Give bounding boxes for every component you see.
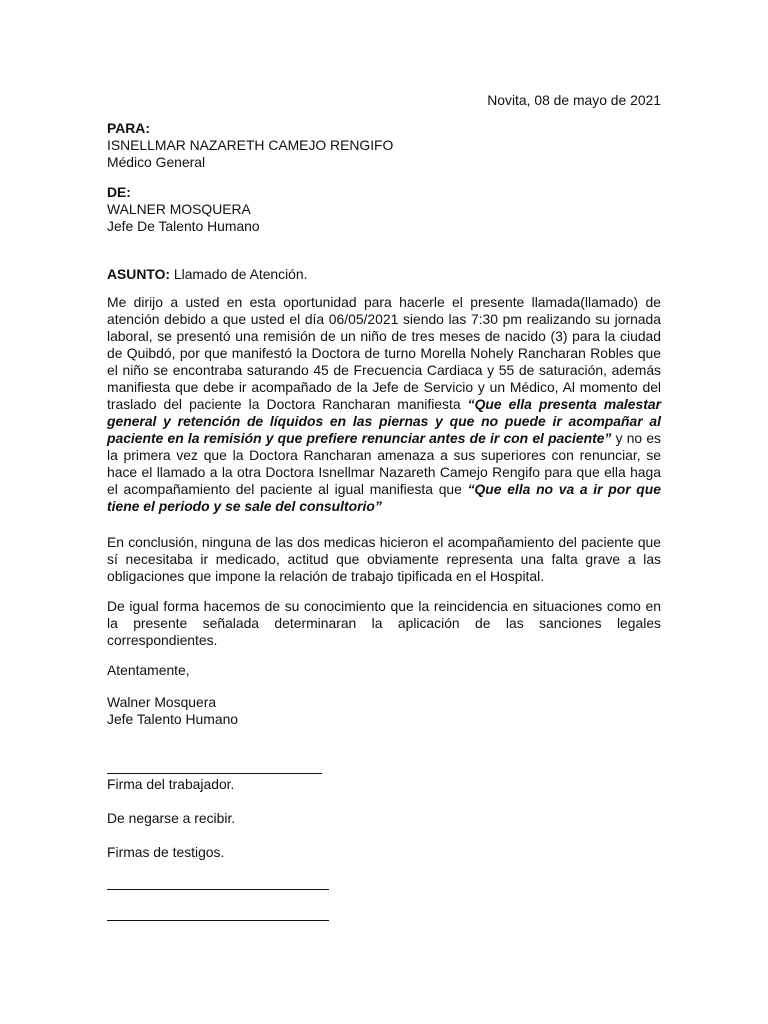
recipient-name: ISNELLMAR NAZARETH CAMEJO RENGIFO (107, 137, 394, 153)
recipient-block (107, 120, 661, 171)
recipient-role: Médico General (107, 154, 206, 170)
body-paragraph-2 (107, 534, 661, 585)
worker-signature-label: Firma del trabajador. (107, 776, 235, 792)
worker-signature-line (107, 773, 322, 774)
body-paragraph-3 (107, 598, 661, 649)
subject-text: Llamado de Atención. (170, 266, 308, 282)
letter-date: Novita, 08 de mayo de 2021 (487, 92, 661, 108)
de-label: DE: (107, 184, 131, 200)
closing-role: Jefe Talento Humano (107, 711, 239, 727)
sender-block (107, 184, 661, 235)
sender-name: WALNER MOSQUERA (107, 201, 251, 217)
closing-signature (107, 694, 661, 728)
subject-line (107, 266, 661, 283)
body-p1-quote-2: “Que ella no va a ir por que tiene el periodo y se sale del consultorio” (107, 481, 661, 514)
subject-label: ASUNTO: (107, 266, 171, 282)
body-p1-text-b: y no es la primera vez que la Doctora Rancharan amenaza a sus superiores con renunciar, se hace el llamado a la otra Doctora Isnellmar Nazareth Camejo Rengifo para que ella haga el acompañamiento del paciente al igual manifiesta que (107, 430, 661, 497)
closing-salutation: Atentamente, (107, 662, 190, 678)
para-label: PARA: (107, 120, 150, 136)
closing-name: Walner Mosquera (107, 694, 217, 710)
witness-signature-line-1 (107, 889, 329, 890)
refusal-label: De negarse a recibir. (107, 810, 236, 826)
body-paragraph-1 (107, 294, 661, 515)
body-p1-quote-1: “Que ella presenta malestar general y retención de líquidos en las piernas y que no puede ir acompañar al paciente en la remisión y que prefiere renunciar antes de ir con el paciente” (107, 396, 661, 446)
sender-role: Jefe De Talento Humano (107, 218, 260, 234)
body-p3-text: De igual forma hacemos de su conocimiento que la reincidencia en situaciones como en la presente señalada determinaran la aplicación de las sanciones legales correspondientes. (107, 598, 661, 648)
body-p1-text-a: Me dirijo a usted en esta oportunidad para hacerle el presente llamada(llamado) de atención debido a que usted el día 06/05/2021 siendo las 7:30 pm realizando su jornada laboral, se presentó una remisión de un niño de tres meses de nacido (3) para la ciudad de Quibdó, por que manifestó la Doctora de turno Morella Nohely Rancharan Robles que el niño se encontraba saturando 45 de Frecuencia Cardiaca y 55 de saturación, además manifiesta que debe ir acompañado de la Jefe de Servicio y un Médico, Al momento del traslado del paciente la Doctora Rancharan manifiesta (107, 294, 661, 412)
body-p2-text: En conclusión, ninguna de las dos medicas hicieron el acompañamiento del paciente que sí necesitaba ir medicado, actitud que obviamente representa una falta grave a las obligaciones que impone la relación de trabajo tipificada en el Hospital. (107, 534, 661, 584)
witness-signature-line-2 (107, 920, 329, 921)
witnesses-label: Firmas de testigos. (107, 844, 225, 860)
